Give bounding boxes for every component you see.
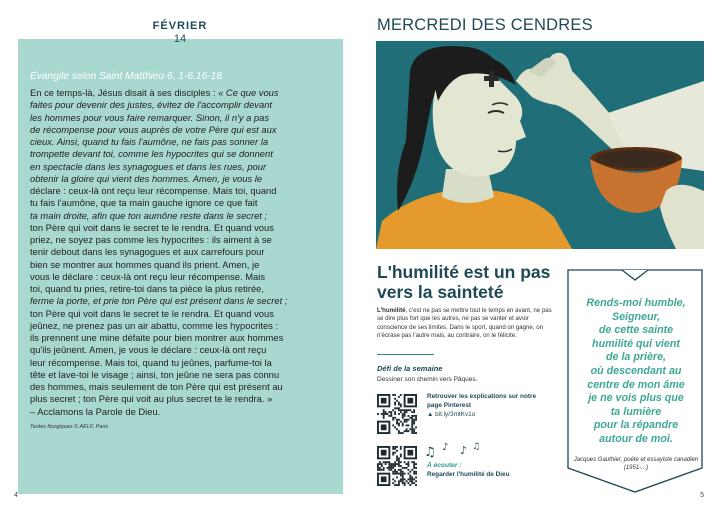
- prayer-line: où descendant au: [590, 364, 682, 377]
- intro-text: [377, 307, 555, 340]
- qr-code-pinterest[interactable]: [377, 394, 417, 434]
- gospel-line-plain: vous le déclare : ceux-là ont reçu leur récompense. Mais: [30, 270, 266, 282]
- ash-wednesday-illustration: [376, 41, 704, 249]
- gospel-line: [30, 369, 332, 381]
- credits: Textes liturgiques © AELF, Paris: [30, 424, 109, 430]
- prayer-line: je ne vois plus que: [588, 392, 684, 405]
- gospel-line: [30, 344, 332, 356]
- gospel-line: [30, 185, 332, 197]
- gospel-line: [30, 234, 332, 246]
- gospel-line-plain: qu'ils jeûnent. Amen, je vous le déclare : ceux-là ont reçu: [30, 344, 267, 356]
- gospel-line: [30, 308, 332, 320]
- day-number: 14: [173, 33, 187, 45]
- qr-code-audio[interactable]: [377, 446, 417, 486]
- gospel-line: [30, 136, 332, 148]
- gospel-line-plain: plus secret ; ton Père qui voit au plus secret te le rendra. »: [30, 393, 273, 405]
- svg-text:♪: ♪: [460, 444, 468, 457]
- svg-text:♫: ♫: [424, 445, 436, 458]
- gospel-line-italic: trompette devant toi, comme les hypocrites qui se donnent: [30, 148, 273, 160]
- gospel-line-plain: En ce temps-là, Jésus disait à ses disciples :: [30, 87, 219, 98]
- weekly-challenge-title: Défi de la semaine: [377, 364, 443, 373]
- gospel-line: [30, 320, 332, 332]
- headline: L'humilité est un pas vers la sainteté: [377, 262, 551, 302]
- prayer-line: ta lumière: [610, 405, 662, 418]
- gospel-line-plain: ton Père qui voit dans le secret te le rendra. Et quand vous: [30, 307, 274, 319]
- pinterest-link[interactable]: [427, 411, 475, 418]
- svg-text:♫: ♫: [472, 442, 481, 452]
- acclamation: – Acclamons la Parole de Dieu.: [30, 406, 161, 417]
- month-label: FÉVRIER: [152, 20, 208, 32]
- page-number-right: 5: [700, 492, 704, 499]
- gospel-line: [30, 332, 332, 344]
- gospel-line-plain: des hommes, mais seulement de ton Père qui est présent au: [30, 381, 283, 392]
- gospel-line: [30, 210, 332, 222]
- pointer-icon: ▲: [427, 411, 434, 418]
- prayer-line: Seigneur,: [611, 310, 661, 323]
- prayer-line: de la prière,: [606, 351, 666, 364]
- gospel-line-plain: jeûnez, ne prenez pas un air abattu, comme les hypocrites :: [30, 319, 279, 331]
- intro-bold: L'humilité: [377, 307, 406, 314]
- listen-title: À écouter :: [427, 462, 462, 469]
- prayer-line: autour de moi.: [599, 432, 673, 445]
- gospel-line: [30, 357, 332, 369]
- gospel-line-plain: priez, ne soyez pas comme les hypocrites : ils aiment à se: [30, 234, 272, 245]
- svg-text:♪: ♪: [442, 442, 449, 453]
- gospel-line-plain: leur récompense. Mais toi, quand tu jeûnes, parfume-toi la: [30, 356, 272, 368]
- gospel-line-italic: obtenir la gloire qui vient des hommes. Amen, je vous le: [30, 172, 263, 184]
- gospel-line-plain: tenir debout dans les synagogues et aux carrefours pour: [30, 246, 265, 258]
- gospel-line: [30, 112, 332, 124]
- gospel-line-italic: de récompense pour vous auprès de votre Père qui est aux: [30, 123, 277, 135]
- gospel-line-italic: ta main droite, afin que ton aumône reste dans le secret ;: [30, 209, 268, 221]
- gospel-line-italic: « Ce que vous: [218, 87, 279, 98]
- gospel-line: [30, 271, 332, 283]
- gospel-line-italic: faites pour devenir des justes, évitez de l'accomplir devant: [30, 99, 273, 111]
- gospel-line-italic: ferme la porte, et prie ton Père qui est présent dans le secret ;: [30, 295, 288, 307]
- prayer-line: pour la répandre: [593, 419, 679, 432]
- prayer-text: [573, 297, 699, 447]
- gospel-text: [30, 87, 332, 406]
- gospel-line: [30, 393, 332, 405]
- pinterest-link-text[interactable]: bit.ly/3mtKv1o: [435, 411, 476, 418]
- gospel-line: [30, 161, 332, 173]
- weekly-challenge-text: Dessiner son chemin vers Pâques.: [377, 376, 478, 383]
- gospel-line: [30, 197, 332, 209]
- gospel-line-plain: ton Père qui voit dans le secret te le rendra. Et quand vous: [30, 221, 274, 233]
- gospel-line-plain: toi, quand tu pries, retire-toi dans ta pièce la plus retirée,: [30, 283, 264, 294]
- gospel-line-plain: tête et lave-toi le visage ; ainsi, ton jeûne ne sera pas connu: [30, 368, 280, 380]
- gospel-line: [30, 246, 332, 258]
- gospel-line: [30, 173, 332, 185]
- gospel-line: [30, 99, 332, 111]
- gospel-line-italic: en spectacle dans les synagogues et dans les rues, pour: [30, 160, 267, 172]
- gospel-line: [30, 259, 332, 271]
- gospel-line: [30, 87, 332, 99]
- prayer-line: centre de mon âme: [587, 378, 685, 391]
- prayer-author: Jacques Gauthier, poète et essayiste canadien (1951-...): [573, 457, 699, 471]
- gospel-line: [30, 295, 332, 307]
- music-notes-icon: [424, 440, 484, 458]
- intro-rest: , c'est ne pas se mettre tout le temps en avant, ne pas se dire plus fort que les autres, ne pas se vanter et avoir conscience de ses limites. Dans le sport, quand on gagne, on n'écrase pas l'autre mais, au contraire, on le félicite.: [377, 307, 552, 339]
- gospel-line: [30, 124, 332, 136]
- gospel-line-plain: ils prennent une mine défaite pour bien montrer aux hommes: [30, 332, 284, 343]
- gospel-line: [30, 148, 332, 160]
- prayer-line: humilité qui vient: [592, 337, 680, 350]
- gospel-line-italic: les hommes pour vous faire remarquer. Sinon, il n'y a pas: [30, 111, 270, 123]
- pinterest-title: Retrouver les explications sur notre page Pinterest: [427, 393, 537, 409]
- gospel-line: [30, 381, 332, 393]
- gospel-reference: Évangile selon Saint Matthieu 6, 1-6.16-18: [30, 71, 222, 82]
- feast-title: MERCREDI DES CENDRES: [377, 16, 593, 34]
- divider: [377, 354, 434, 355]
- page-number-left: 4: [14, 492, 18, 499]
- gospel-line: [30, 222, 332, 234]
- listen-text: Regarder l'humilité de Dieu: [427, 471, 510, 478]
- gospel-line-plain: tu fais l'aumône, que ta main gauche ignore ce que fait: [30, 197, 258, 209]
- gospel-line-italic: cieux. Ainsi, quand tu fais l'aumône, ne fais pas sonner la: [30, 136, 269, 147]
- right-page: [360, 0, 720, 511]
- gospel-line: [30, 283, 332, 295]
- prayer-line: Rends-moi humble,: [586, 297, 686, 309]
- prayer-line: de cette sainte: [598, 324, 674, 337]
- gospel-line-plain: bien se montrer aux hommes quand ils prient. Amen, je: [30, 258, 260, 270]
- gospel-line-plain: déclare : ceux-là ont reçu leur récompense. Mais toi, quand: [30, 185, 277, 196]
